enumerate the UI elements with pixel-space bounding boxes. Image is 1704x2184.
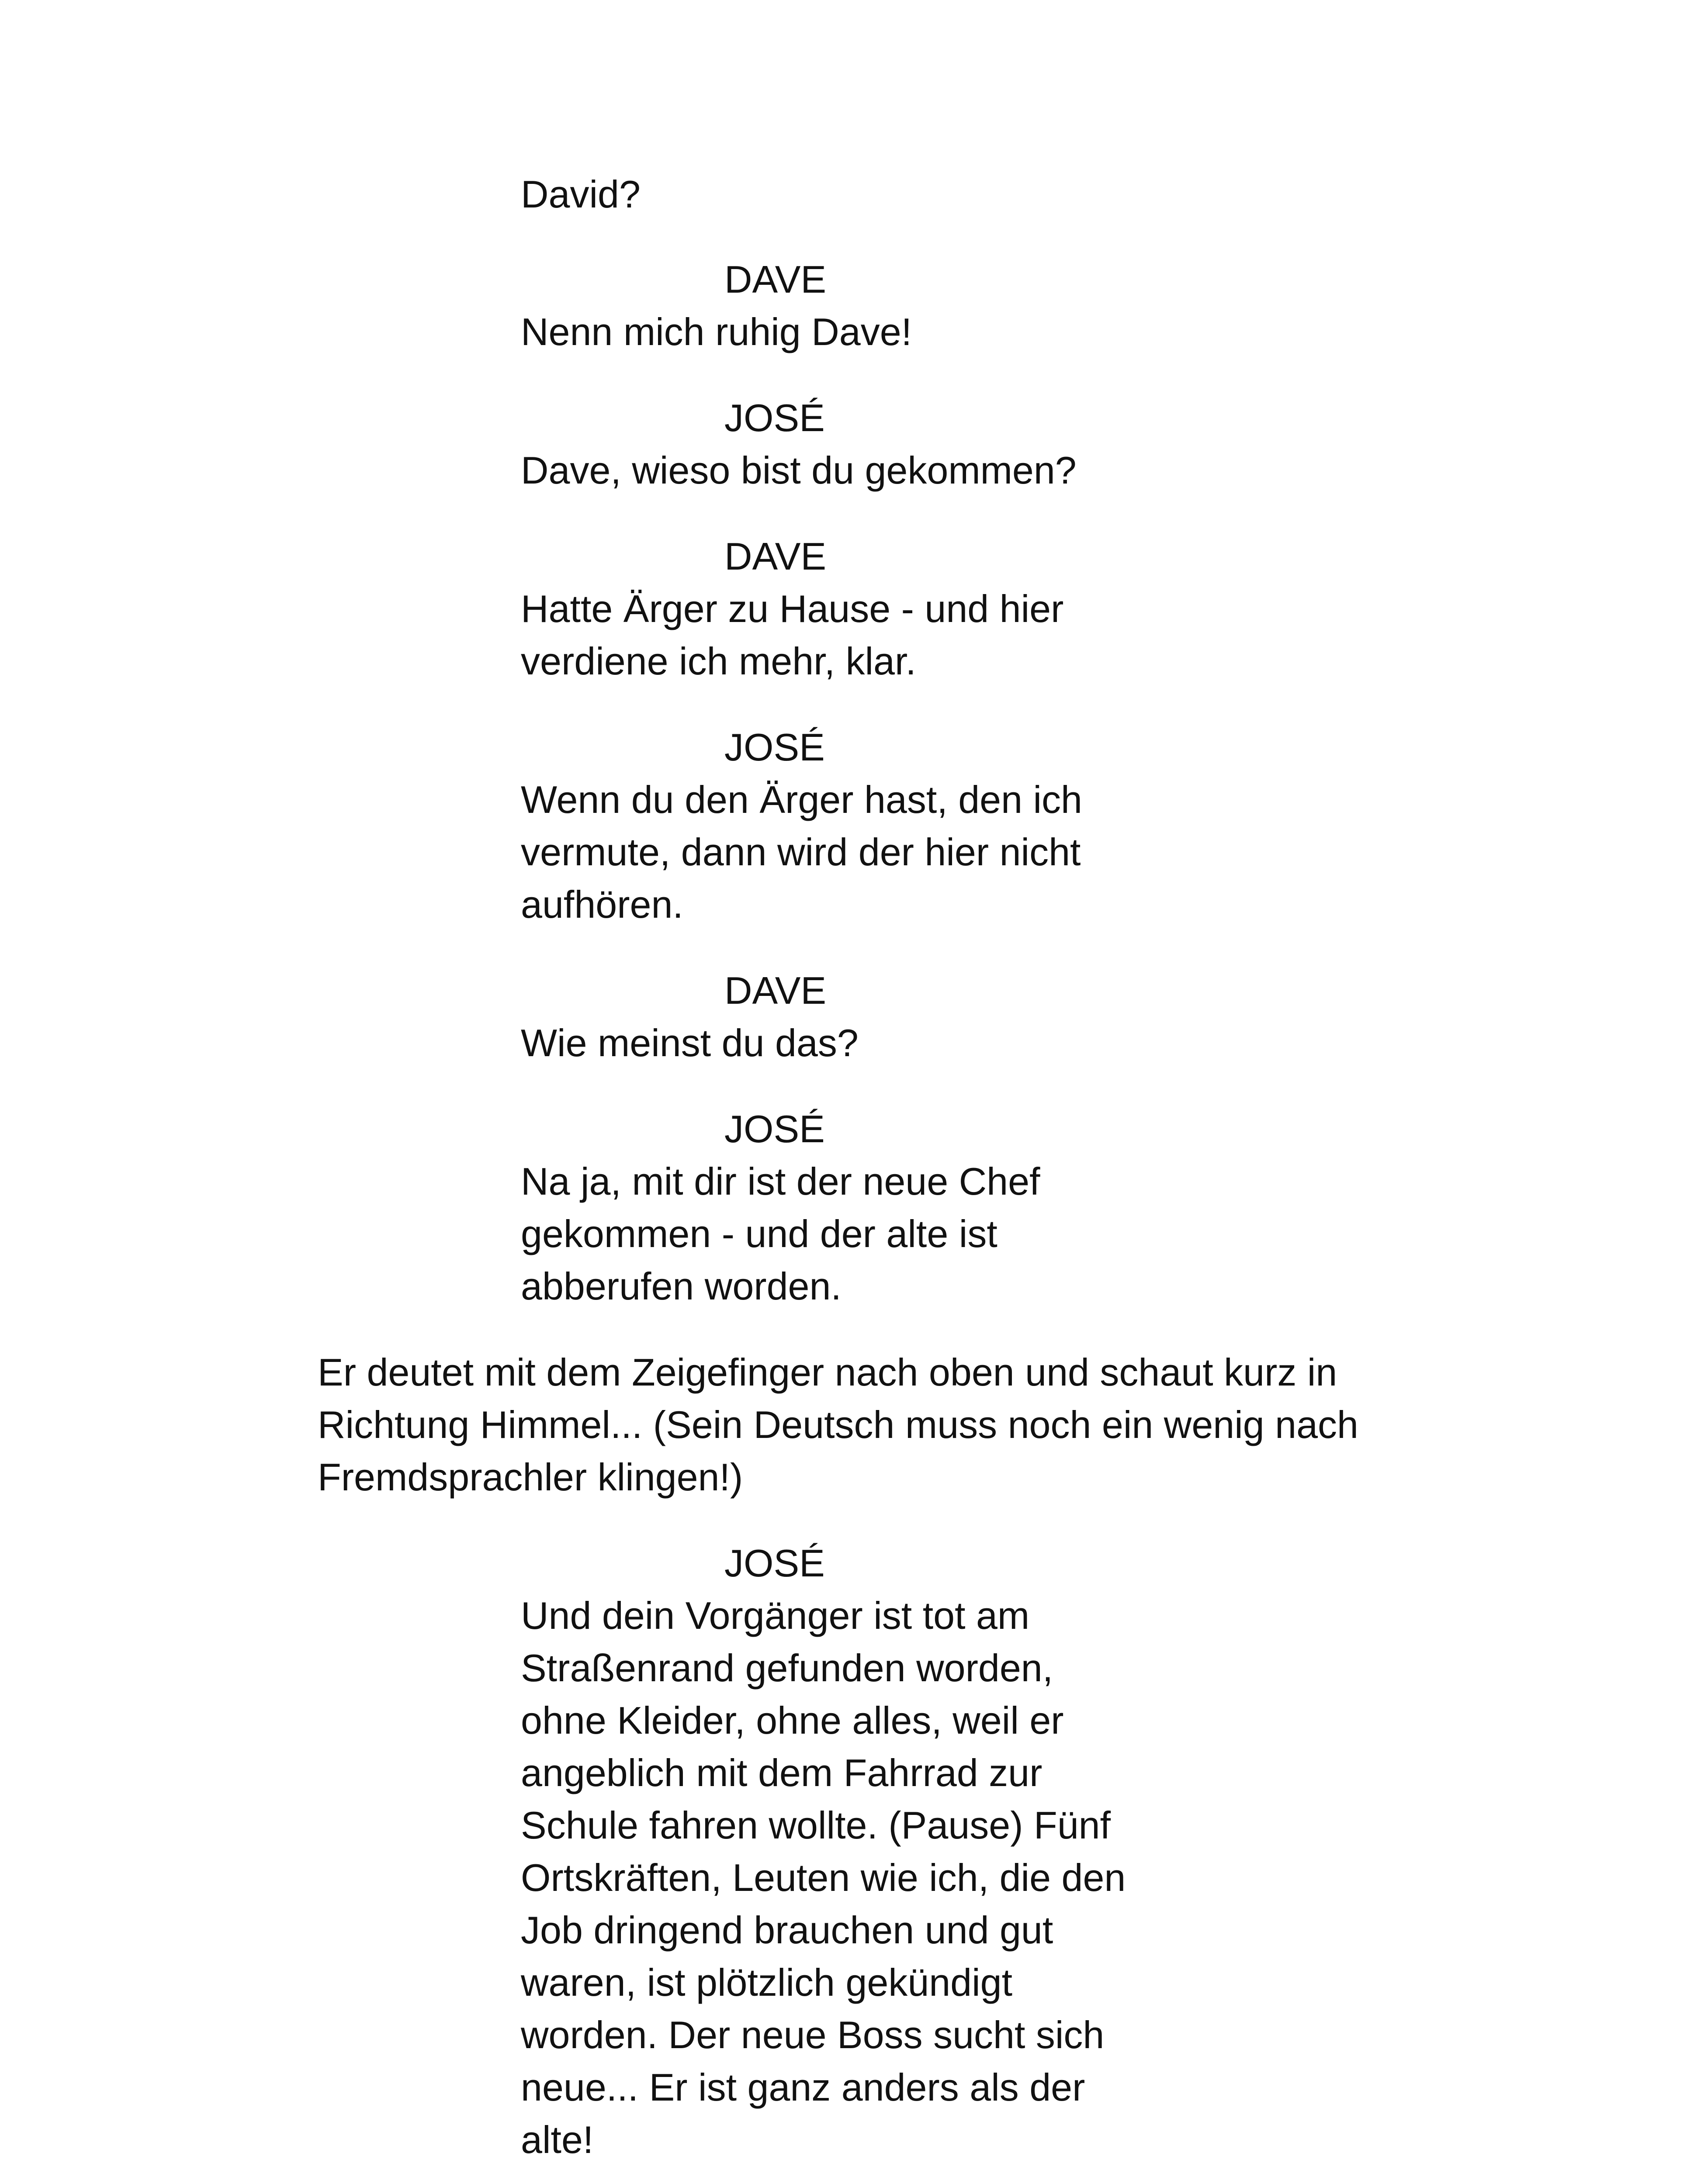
dialogue-line: Wenn du den Ärger hast, den ich (521, 778, 1082, 821)
dialogue-line: David? (521, 173, 641, 216)
character-cue: DAVE (724, 535, 827, 578)
character-cue: DAVE (724, 258, 827, 301)
dialogue-line: Na ja, mit dir ist der neue Chef (521, 1160, 1040, 1203)
dialogue-line: vermute, dann wird der hier nicht (521, 830, 1081, 874)
dialogue-line: Ortskräften, Leuten wie ich, die den (521, 1856, 1126, 1899)
dialogue-line: Job dringend brauchen und gut (521, 1908, 1053, 1952)
dialogue-line: verdiene ich mehr, klar. (521, 639, 916, 683)
dialogue-line: abberufen worden. (521, 1265, 842, 1308)
dialogue-line: waren, ist plötzlich gekündigt (521, 1961, 1013, 2004)
dialogue-line: worden. Der neue Boss sucht sich (521, 2013, 1105, 2056)
dialogue-line: Schule fahren wollte. (Pause) Fünf (521, 1804, 1111, 1847)
dialogue-line: aufhören. (521, 883, 683, 926)
character-cue: JOSÉ (724, 726, 825, 769)
dialogue-line: ohne Kleider, ohne alles, weil er (521, 1699, 1064, 1742)
dialogue-line: angeblich mit dem Fahrrad zur (521, 1751, 1042, 1794)
character-cue: JOSÉ (724, 1541, 825, 1585)
character-cue: DAVE (724, 969, 827, 1012)
dialogue-line: Wie meinst du das? (521, 1021, 859, 1064)
action-line: Richtung Himmel... (Sein Deutsch muss noch ein wenig nach (318, 1403, 1358, 1446)
dialogue-line: Und dein Vorgänger ist tot am (521, 1594, 1030, 1637)
dialogue-line: Straßenrand gefunden worden, (521, 1646, 1053, 1690)
dialogue-line: Nenn mich ruhig Dave! (521, 310, 912, 353)
dialogue-line: Dave, wieso bist du gekommen? (521, 449, 1077, 492)
dialogue-line: neue... Er ist ganz anders als der (521, 2066, 1085, 2109)
dialogue-line: gekommen - und der alte ist (521, 1212, 997, 1255)
action-line: Fremdsprachler klingen!) (318, 1455, 743, 1499)
dialogue-line: Hatte Ärger zu Hause - und hier (521, 587, 1064, 630)
character-cue: JOSÉ (724, 396, 825, 439)
action-line: Er deutet mit dem Zeigefinger nach oben und schaut kurz in (318, 1351, 1337, 1394)
dialogue-line: alte! (521, 2118, 594, 2161)
character-cue: JOSÉ (724, 1107, 825, 1151)
